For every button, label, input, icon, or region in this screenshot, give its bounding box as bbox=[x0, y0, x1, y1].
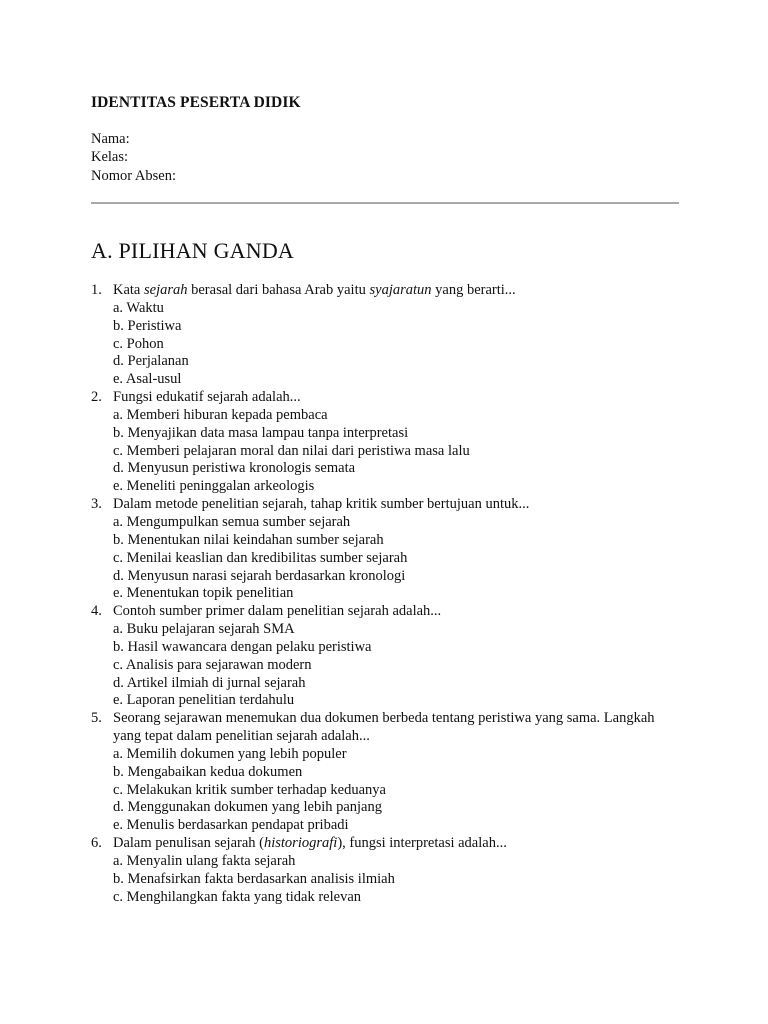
question-item bbox=[91, 282, 681, 389]
identity-field-nama: Nama: bbox=[91, 131, 130, 147]
identity-title: IDENTITAS PESERTA DIDIK bbox=[91, 94, 301, 111]
question-number: 6. bbox=[91, 835, 102, 852]
answer-option: b. Peristiwa bbox=[113, 317, 182, 334]
answer-option: a. Waktu bbox=[113, 299, 164, 316]
answer-option: c. Pohon bbox=[113, 335, 164, 352]
question-text bbox=[113, 496, 681, 514]
answer-option: e. Asal-usul bbox=[113, 371, 182, 388]
question-text-segment: yang berarti... bbox=[431, 282, 516, 298]
answer-option: e. Menulis berdasarkan pendapat pribadi bbox=[113, 817, 349, 834]
question-text-segment: ), fungsi interpretasi adalah... bbox=[337, 835, 507, 852]
answer-option: a. Memberi hiburan kepada pembaca bbox=[113, 406, 328, 423]
answer-option: e. Meneliti peninggalan arkeologis bbox=[113, 478, 315, 495]
answer-option: c. Melakukan kritik sumber terhadap keduanya bbox=[113, 781, 386, 798]
question-text bbox=[113, 389, 681, 407]
identity-field-nomor-absen: Nomor Absen: bbox=[91, 167, 176, 184]
question-number: 5. bbox=[91, 710, 102, 727]
question-text bbox=[113, 835, 681, 853]
answer-option: d. Menyusun narasi sejarah berdasarkan kronologi bbox=[113, 567, 406, 584]
answer-option: b. Hasil wawancara dengan pelaku peristiwa bbox=[113, 638, 372, 655]
question-text bbox=[113, 710, 681, 746]
identity-field-kelas: Kelas: bbox=[91, 149, 129, 166]
question-item bbox=[91, 710, 681, 835]
answer-option: d. Perjalanan bbox=[113, 353, 189, 370]
question-text-italic: historiografi bbox=[263, 835, 338, 852]
answer-option: b. Mengabaikan kedua dokumen bbox=[113, 763, 303, 780]
question-text-segment: Seorang sejarawan menemukan dua dokumen berbeda tentang peristiwa yang sama. Langkah yang tepat dalam penelitian sejarah adalah... bbox=[113, 710, 655, 745]
answer-option: a. Buku pelajaran sejarah SMA bbox=[113, 621, 295, 638]
question-number: 3. bbox=[91, 496, 102, 513]
answer-option: a. Mengumpulkan semua sumber sejarah bbox=[113, 513, 351, 530]
question-text bbox=[113, 282, 681, 300]
answer-option: c. Memberi pelajaran moral dan nilai dari peristiwa masa lalu bbox=[113, 442, 470, 459]
question-text-segment: Contoh sumber primer dalam penelitian sejarah adalah... bbox=[113, 603, 442, 620]
answer-option: c. Menilai keaslian dan kredibilitas sumber sejarah bbox=[113, 549, 408, 566]
question-text-segment: berasal dari bahasa Arab yaitu bbox=[187, 282, 370, 298]
question-text-italic: sejarah bbox=[144, 282, 188, 298]
question-text-segment: Kata bbox=[113, 282, 144, 298]
section-title: A. PILIHAN GANDA bbox=[91, 238, 295, 263]
question-text bbox=[113, 603, 681, 621]
answer-option: a. Memilih dokumen yang lebih populer bbox=[113, 745, 347, 762]
answer-option: b. Menyajikan data masa lampau tanpa interpretasi bbox=[113, 424, 409, 441]
answer-option: d. Menyusun peristiwa kronologis semata bbox=[113, 460, 356, 477]
answer-option: a. Menyalin ulang fakta sejarah bbox=[113, 853, 296, 869]
answer-option: e. Laporan penelitian terdahulu bbox=[113, 692, 295, 709]
question-number: 4. bbox=[91, 603, 102, 620]
identity-fields bbox=[91, 130, 176, 185]
question-text-segment: Dalam penulisan sejarah ( bbox=[113, 835, 264, 852]
question-item bbox=[91, 603, 681, 710]
horizontal-divider bbox=[91, 202, 679, 204]
answer-option: c. Analisis para sejarawan modern bbox=[113, 656, 312, 673]
question-item bbox=[91, 389, 681, 496]
answer-option: b. Menafsirkan fakta berdasarkan analisis ilmiah bbox=[113, 870, 395, 887]
answer-option: c. Menghilangkan fakta yang tidak relevan bbox=[113, 888, 362, 905]
answer-option: d. Artikel ilmiah di jurnal sejarah bbox=[113, 674, 306, 691]
answer-option: d. Menggunakan dokumen yang lebih panjang bbox=[113, 799, 382, 816]
question-number: 2. bbox=[91, 389, 102, 406]
question-list bbox=[91, 282, 681, 907]
answer-option: b. Menentukan nilai keindahan sumber sejarah bbox=[113, 531, 384, 548]
question-item bbox=[91, 835, 681, 906]
question-text-segment: Fungsi edukatif sejarah adalah... bbox=[113, 389, 301, 406]
question-item bbox=[91, 496, 681, 603]
question-number: 1. bbox=[91, 282, 102, 298]
answer-option: e. Menentukan topik penelitian bbox=[113, 585, 294, 602]
question-text-segment: Dalam metode penelitian sejarah, tahap kritik sumber bertujuan untuk... bbox=[113, 496, 530, 513]
question-text-italic: syajaratun bbox=[369, 282, 432, 298]
